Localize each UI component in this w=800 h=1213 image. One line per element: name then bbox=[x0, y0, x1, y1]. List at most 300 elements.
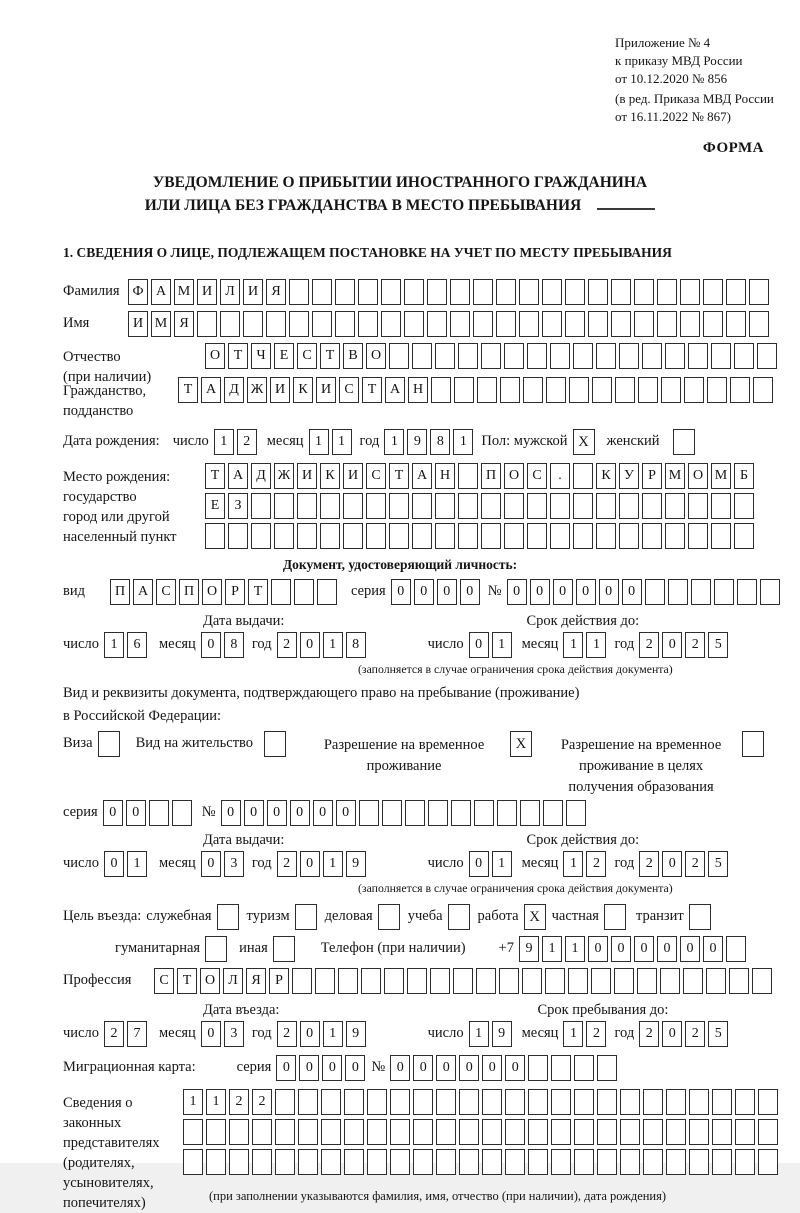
char-cell[interactable]: 0 bbox=[201, 851, 221, 877]
representatives-row2[interactable] bbox=[183, 1119, 778, 1145]
char-cell[interactable] bbox=[683, 968, 703, 994]
male-checkbox[interactable]: X bbox=[573, 429, 595, 455]
char-cell[interactable] bbox=[389, 523, 409, 549]
char-cell[interactable]: 0 bbox=[276, 1055, 296, 1081]
char-cell[interactable] bbox=[297, 493, 317, 519]
char-cell[interactable] bbox=[688, 523, 708, 549]
char-cell[interactable] bbox=[734, 493, 754, 519]
char-cell[interactable]: Т bbox=[362, 377, 382, 403]
char-cell[interactable] bbox=[297, 523, 317, 549]
female-checkbox[interactable] bbox=[673, 429, 695, 455]
char-cell[interactable] bbox=[405, 800, 425, 826]
char-cell[interactable] bbox=[271, 579, 291, 605]
char-cell[interactable]: 3 bbox=[224, 851, 244, 877]
char-cell[interactable] bbox=[645, 579, 665, 605]
char-cell[interactable] bbox=[413, 1149, 433, 1175]
char-cell[interactable] bbox=[551, 1119, 571, 1145]
char-cell[interactable] bbox=[711, 343, 731, 369]
char-cell[interactable]: Р bbox=[642, 463, 662, 489]
char-cell[interactable] bbox=[757, 343, 777, 369]
char-cell[interactable] bbox=[666, 1119, 686, 1145]
residence-series-cells[interactable] bbox=[103, 800, 192, 826]
visa-checkbox[interactable] bbox=[98, 731, 120, 757]
char-cell[interactable]: 1 bbox=[384, 429, 404, 455]
representatives-row3[interactable] bbox=[183, 1149, 778, 1175]
char-cell[interactable] bbox=[505, 1149, 525, 1175]
char-cell[interactable] bbox=[729, 968, 749, 994]
char-cell[interactable] bbox=[597, 1119, 617, 1145]
char-cell[interactable]: 0 bbox=[300, 1021, 320, 1047]
char-cell[interactable] bbox=[591, 968, 611, 994]
char-cell[interactable] bbox=[615, 377, 635, 403]
residence-issue-month[interactable] bbox=[201, 851, 244, 877]
char-cell[interactable] bbox=[389, 493, 409, 519]
char-cell[interactable]: 0 bbox=[553, 579, 573, 605]
char-cell[interactable] bbox=[550, 493, 570, 519]
char-cell[interactable] bbox=[229, 1119, 249, 1145]
char-cell[interactable] bbox=[298, 1119, 318, 1145]
char-cell[interactable] bbox=[321, 1119, 341, 1145]
char-cell[interactable]: 0 bbox=[622, 579, 642, 605]
phone-cells[interactable] bbox=[519, 936, 746, 962]
char-cell[interactable]: 2 bbox=[685, 632, 705, 658]
char-cell[interactable]: Р bbox=[225, 579, 245, 605]
char-cell[interactable] bbox=[758, 1089, 778, 1115]
char-cell[interactable] bbox=[476, 968, 496, 994]
residence-valid-month[interactable] bbox=[563, 851, 606, 877]
char-cell[interactable] bbox=[712, 1149, 732, 1175]
char-cell[interactable] bbox=[298, 1149, 318, 1175]
char-cell[interactable]: 5 bbox=[708, 632, 728, 658]
birth-day-cells[interactable] bbox=[214, 429, 257, 455]
char-cell[interactable]: М bbox=[151, 311, 171, 337]
char-cell[interactable] bbox=[668, 579, 688, 605]
char-cell[interactable] bbox=[711, 523, 731, 549]
char-cell[interactable] bbox=[688, 343, 708, 369]
char-cell[interactable]: 0 bbox=[390, 1055, 410, 1081]
char-cell[interactable]: 0 bbox=[201, 1021, 221, 1047]
char-cell[interactable] bbox=[643, 1089, 663, 1115]
char-cell[interactable] bbox=[473, 279, 493, 305]
citizenship-cells[interactable] bbox=[178, 377, 773, 403]
char-cell[interactable]: 0 bbox=[104, 851, 124, 877]
char-cell[interactable]: 0 bbox=[576, 579, 596, 605]
char-cell[interactable] bbox=[335, 279, 355, 305]
char-cell[interactable] bbox=[543, 800, 563, 826]
residence-valid-day[interactable] bbox=[469, 851, 512, 877]
char-cell[interactable] bbox=[551, 1055, 571, 1081]
char-cell[interactable] bbox=[366, 523, 386, 549]
char-cell[interactable]: 0 bbox=[300, 851, 320, 877]
purpose-tourism-checkbox[interactable] bbox=[295, 904, 317, 930]
residence-permit-checkbox[interactable] bbox=[264, 731, 286, 757]
char-cell[interactable] bbox=[611, 279, 631, 305]
char-cell[interactable]: 2 bbox=[586, 1021, 606, 1047]
char-cell[interactable] bbox=[435, 493, 455, 519]
char-cell[interactable]: Р bbox=[269, 968, 289, 994]
char-cell[interactable] bbox=[481, 523, 501, 549]
char-cell[interactable] bbox=[527, 493, 547, 519]
char-cell[interactable] bbox=[550, 343, 570, 369]
char-cell[interactable]: 0 bbox=[680, 936, 700, 962]
char-cell[interactable]: И bbox=[128, 311, 148, 337]
char-cell[interactable] bbox=[573, 493, 593, 519]
char-cell[interactable] bbox=[568, 968, 588, 994]
char-cell[interactable] bbox=[638, 377, 658, 403]
char-cell[interactable]: И bbox=[270, 377, 290, 403]
char-cell[interactable]: 1 bbox=[565, 936, 585, 962]
char-cell[interactable]: 1 bbox=[323, 1021, 343, 1047]
char-cell[interactable] bbox=[726, 279, 746, 305]
char-cell[interactable] bbox=[497, 800, 517, 826]
char-cell[interactable] bbox=[527, 523, 547, 549]
char-cell[interactable]: Т bbox=[178, 377, 198, 403]
char-cell[interactable] bbox=[505, 1119, 525, 1145]
char-cell[interactable] bbox=[183, 1149, 203, 1175]
char-cell[interactable] bbox=[505, 1089, 525, 1115]
char-cell[interactable]: Т bbox=[389, 463, 409, 489]
char-cell[interactable] bbox=[390, 1149, 410, 1175]
birth-place-row3[interactable] bbox=[205, 523, 754, 549]
representatives-row1[interactable] bbox=[183, 1089, 778, 1115]
char-cell[interactable]: И bbox=[197, 279, 217, 305]
char-cell[interactable] bbox=[407, 968, 427, 994]
char-cell[interactable] bbox=[753, 377, 773, 403]
char-cell[interactable]: Т bbox=[205, 463, 225, 489]
char-cell[interactable]: 0 bbox=[611, 936, 631, 962]
char-cell[interactable]: О bbox=[200, 968, 220, 994]
char-cell[interactable] bbox=[206, 1119, 226, 1145]
char-cell[interactable] bbox=[458, 493, 478, 519]
char-cell[interactable] bbox=[149, 800, 169, 826]
doc-valid-day[interactable] bbox=[469, 632, 512, 658]
char-cell[interactable]: 0 bbox=[244, 800, 264, 826]
char-cell[interactable]: О bbox=[366, 343, 386, 369]
char-cell[interactable] bbox=[183, 1119, 203, 1145]
doc-kind-cells[interactable] bbox=[110, 579, 337, 605]
char-cell[interactable]: 2 bbox=[237, 429, 257, 455]
char-cell[interactable] bbox=[459, 1089, 479, 1115]
char-cell[interactable]: 0 bbox=[588, 936, 608, 962]
purpose-work-checkbox[interactable]: X bbox=[524, 904, 546, 930]
char-cell[interactable]: Ч bbox=[251, 343, 271, 369]
char-cell[interactable]: О bbox=[504, 463, 524, 489]
char-cell[interactable] bbox=[252, 1119, 272, 1145]
char-cell[interactable]: 5 bbox=[708, 1021, 728, 1047]
char-cell[interactable]: 2 bbox=[277, 1021, 297, 1047]
purpose-business-checkbox[interactable] bbox=[378, 904, 400, 930]
char-cell[interactable] bbox=[317, 579, 337, 605]
char-cell[interactable] bbox=[381, 311, 401, 337]
char-cell[interactable] bbox=[266, 311, 286, 337]
char-cell[interactable]: Д bbox=[224, 377, 244, 403]
char-cell[interactable] bbox=[551, 1149, 571, 1175]
purpose-official-checkbox[interactable] bbox=[217, 904, 239, 930]
char-cell[interactable]: 0 bbox=[634, 936, 654, 962]
char-cell[interactable] bbox=[504, 523, 524, 549]
char-cell[interactable]: А bbox=[151, 279, 171, 305]
char-cell[interactable]: 8 bbox=[346, 632, 366, 658]
char-cell[interactable] bbox=[251, 493, 271, 519]
char-cell[interactable] bbox=[289, 279, 309, 305]
char-cell[interactable] bbox=[714, 579, 734, 605]
char-cell[interactable] bbox=[458, 463, 478, 489]
char-cell[interactable] bbox=[321, 1149, 341, 1175]
char-cell[interactable] bbox=[459, 1119, 479, 1145]
char-cell[interactable] bbox=[412, 493, 432, 519]
char-cell[interactable]: Ж bbox=[274, 463, 294, 489]
char-cell[interactable] bbox=[358, 311, 378, 337]
birth-place-row2[interactable] bbox=[205, 493, 754, 519]
residence-valid-year[interactable] bbox=[639, 851, 728, 877]
char-cell[interactable]: И bbox=[297, 463, 317, 489]
char-cell[interactable] bbox=[691, 579, 711, 605]
char-cell[interactable] bbox=[528, 1055, 548, 1081]
char-cell[interactable] bbox=[528, 1149, 548, 1175]
surname-cells[interactable] bbox=[128, 279, 769, 305]
char-cell[interactable]: С bbox=[527, 463, 547, 489]
char-cell[interactable]: Л bbox=[223, 968, 243, 994]
char-cell[interactable]: 0 bbox=[313, 800, 333, 826]
char-cell[interactable] bbox=[760, 579, 780, 605]
char-cell[interactable]: 0 bbox=[482, 1055, 502, 1081]
char-cell[interactable] bbox=[367, 1089, 387, 1115]
char-cell[interactable] bbox=[657, 311, 677, 337]
patronymic-cells[interactable] bbox=[205, 343, 777, 369]
char-cell[interactable] bbox=[565, 279, 585, 305]
char-cell[interactable] bbox=[454, 377, 474, 403]
char-cell[interactable] bbox=[251, 523, 271, 549]
doc-valid-year[interactable] bbox=[639, 632, 728, 658]
char-cell[interactable] bbox=[620, 1119, 640, 1145]
char-cell[interactable] bbox=[344, 1149, 364, 1175]
char-cell[interactable] bbox=[519, 279, 539, 305]
char-cell[interactable]: С bbox=[297, 343, 317, 369]
char-cell[interactable] bbox=[412, 523, 432, 549]
char-cell[interactable]: Я bbox=[174, 311, 194, 337]
char-cell[interactable] bbox=[275, 1089, 295, 1115]
char-cell[interactable]: 1 bbox=[469, 1021, 489, 1047]
char-cell[interactable]: 1 bbox=[586, 632, 606, 658]
char-cell[interactable]: 1 bbox=[323, 632, 343, 658]
char-cell[interactable]: К bbox=[596, 463, 616, 489]
char-cell[interactable] bbox=[574, 1089, 594, 1115]
char-cell[interactable] bbox=[275, 1119, 295, 1145]
char-cell[interactable]: 2 bbox=[229, 1089, 249, 1115]
char-cell[interactable] bbox=[450, 279, 470, 305]
char-cell[interactable] bbox=[660, 968, 680, 994]
char-cell[interactable] bbox=[597, 1089, 617, 1115]
char-cell[interactable] bbox=[666, 1149, 686, 1175]
char-cell[interactable] bbox=[522, 968, 542, 994]
char-cell[interactable] bbox=[404, 279, 424, 305]
char-cell[interactable]: Ф bbox=[128, 279, 148, 305]
char-cell[interactable] bbox=[427, 279, 447, 305]
char-cell[interactable] bbox=[315, 968, 335, 994]
migration-series-cells[interactable] bbox=[276, 1055, 365, 1081]
char-cell[interactable] bbox=[597, 1149, 617, 1175]
char-cell[interactable] bbox=[574, 1149, 594, 1175]
char-cell[interactable]: А bbox=[228, 463, 248, 489]
char-cell[interactable] bbox=[573, 343, 593, 369]
char-cell[interactable]: Ж bbox=[247, 377, 267, 403]
temp-residence-checkbox[interactable]: X bbox=[510, 731, 532, 757]
char-cell[interactable] bbox=[619, 493, 639, 519]
char-cell[interactable] bbox=[657, 279, 677, 305]
char-cell[interactable] bbox=[228, 523, 248, 549]
char-cell[interactable]: Т bbox=[228, 343, 248, 369]
doc-issue-month[interactable] bbox=[201, 632, 244, 658]
char-cell[interactable]: 0 bbox=[267, 800, 287, 826]
char-cell[interactable] bbox=[206, 1149, 226, 1175]
char-cell[interactable]: 8 bbox=[224, 632, 244, 658]
char-cell[interactable] bbox=[404, 311, 424, 337]
char-cell[interactable] bbox=[643, 1119, 663, 1145]
doc-series-cells[interactable] bbox=[391, 579, 480, 605]
char-cell[interactable] bbox=[312, 311, 332, 337]
char-cell[interactable]: 1 bbox=[492, 851, 512, 877]
char-cell[interactable]: 9 bbox=[492, 1021, 512, 1047]
char-cell[interactable]: 1 bbox=[453, 429, 473, 455]
char-cell[interactable] bbox=[197, 311, 217, 337]
char-cell[interactable]: 9 bbox=[407, 429, 427, 455]
char-cell[interactable] bbox=[367, 1149, 387, 1175]
char-cell[interactable]: 0 bbox=[391, 579, 411, 605]
char-cell[interactable] bbox=[320, 493, 340, 519]
char-cell[interactable] bbox=[292, 968, 312, 994]
char-cell[interactable] bbox=[474, 800, 494, 826]
char-cell[interactable] bbox=[289, 311, 309, 337]
char-cell[interactable] bbox=[665, 523, 685, 549]
char-cell[interactable]: У bbox=[619, 463, 639, 489]
char-cell[interactable] bbox=[500, 377, 520, 403]
char-cell[interactable]: 5 bbox=[708, 851, 728, 877]
char-cell[interactable]: А bbox=[133, 579, 153, 605]
char-cell[interactable]: 0 bbox=[300, 632, 320, 658]
char-cell[interactable]: 0 bbox=[459, 1055, 479, 1081]
char-cell[interactable] bbox=[428, 800, 448, 826]
char-cell[interactable] bbox=[735, 1119, 755, 1145]
char-cell[interactable] bbox=[528, 1089, 548, 1115]
char-cell[interactable]: 2 bbox=[104, 1021, 124, 1047]
char-cell[interactable] bbox=[565, 311, 585, 337]
char-cell[interactable] bbox=[546, 377, 566, 403]
char-cell[interactable] bbox=[504, 343, 524, 369]
char-cell[interactable] bbox=[450, 311, 470, 337]
char-cell[interactable]: 0 bbox=[507, 579, 527, 605]
char-cell[interactable]: Н bbox=[435, 463, 455, 489]
char-cell[interactable] bbox=[735, 1089, 755, 1115]
char-cell[interactable] bbox=[413, 1089, 433, 1115]
char-cell[interactable]: М bbox=[174, 279, 194, 305]
char-cell[interactable]: А bbox=[385, 377, 405, 403]
char-cell[interactable] bbox=[473, 311, 493, 337]
char-cell[interactable]: 2 bbox=[277, 851, 297, 877]
char-cell[interactable]: 0 bbox=[530, 579, 550, 605]
char-cell[interactable] bbox=[499, 968, 519, 994]
char-cell[interactable]: Я bbox=[246, 968, 266, 994]
char-cell[interactable] bbox=[642, 493, 662, 519]
char-cell[interactable] bbox=[749, 279, 769, 305]
char-cell[interactable]: В bbox=[343, 343, 363, 369]
char-cell[interactable] bbox=[496, 311, 516, 337]
char-cell[interactable]: 0 bbox=[662, 851, 682, 877]
char-cell[interactable]: 6 bbox=[127, 632, 147, 658]
char-cell[interactable] bbox=[734, 523, 754, 549]
char-cell[interactable]: 1 bbox=[542, 936, 562, 962]
char-cell[interactable] bbox=[384, 968, 404, 994]
char-cell[interactable] bbox=[703, 311, 723, 337]
char-cell[interactable]: 9 bbox=[346, 851, 366, 877]
char-cell[interactable]: 0 bbox=[662, 1021, 682, 1047]
char-cell[interactable]: 2 bbox=[586, 851, 606, 877]
sheet-number-blank[interactable] bbox=[597, 195, 655, 210]
char-cell[interactable]: С bbox=[366, 463, 386, 489]
char-cell[interactable] bbox=[274, 523, 294, 549]
char-cell[interactable]: 1 bbox=[104, 632, 124, 658]
char-cell[interactable]: Б bbox=[734, 463, 754, 489]
char-cell[interactable] bbox=[435, 343, 455, 369]
char-cell[interactable] bbox=[596, 523, 616, 549]
char-cell[interactable]: С bbox=[154, 968, 174, 994]
char-cell[interactable] bbox=[390, 1119, 410, 1145]
char-cell[interactable] bbox=[430, 968, 450, 994]
char-cell[interactable]: 1 bbox=[323, 851, 343, 877]
char-cell[interactable]: П bbox=[110, 579, 130, 605]
temp-residence-education-checkbox[interactable] bbox=[742, 731, 764, 757]
doc-valid-month[interactable] bbox=[563, 632, 606, 658]
char-cell[interactable]: Е bbox=[205, 493, 225, 519]
char-cell[interactable]: О bbox=[688, 463, 708, 489]
char-cell[interactable] bbox=[574, 1119, 594, 1145]
purpose-humanitarian-checkbox[interactable] bbox=[205, 936, 227, 962]
char-cell[interactable] bbox=[666, 1089, 686, 1115]
char-cell[interactable]: 0 bbox=[436, 1055, 456, 1081]
char-cell[interactable]: 9 bbox=[519, 936, 539, 962]
char-cell[interactable] bbox=[619, 523, 639, 549]
char-cell[interactable] bbox=[298, 1089, 318, 1115]
char-cell[interactable] bbox=[730, 377, 750, 403]
char-cell[interactable]: 2 bbox=[639, 632, 659, 658]
char-cell[interactable] bbox=[688, 493, 708, 519]
char-cell[interactable] bbox=[758, 1119, 778, 1145]
char-cell[interactable] bbox=[684, 377, 704, 403]
char-cell[interactable]: А bbox=[412, 463, 432, 489]
char-cell[interactable]: 0 bbox=[290, 800, 310, 826]
char-cell[interactable] bbox=[359, 800, 379, 826]
char-cell[interactable]: 0 bbox=[103, 800, 123, 826]
char-cell[interactable] bbox=[367, 1119, 387, 1145]
char-cell[interactable]: 0 bbox=[201, 632, 221, 658]
char-cell[interactable] bbox=[614, 968, 634, 994]
purpose-private-checkbox[interactable] bbox=[604, 904, 626, 930]
char-cell[interactable] bbox=[482, 1119, 502, 1145]
char-cell[interactable] bbox=[344, 1089, 364, 1115]
char-cell[interactable] bbox=[427, 311, 447, 337]
char-cell[interactable]: 8 bbox=[430, 429, 450, 455]
char-cell[interactable] bbox=[520, 800, 540, 826]
purpose-other-checkbox[interactable] bbox=[273, 936, 295, 962]
char-cell[interactable]: 0 bbox=[345, 1055, 365, 1081]
char-cell[interactable] bbox=[459, 1149, 479, 1175]
char-cell[interactable] bbox=[596, 343, 616, 369]
char-cell[interactable] bbox=[611, 311, 631, 337]
char-cell[interactable] bbox=[620, 1089, 640, 1115]
char-cell[interactable] bbox=[321, 1089, 341, 1115]
char-cell[interactable] bbox=[551, 1089, 571, 1115]
char-cell[interactable]: 1 bbox=[332, 429, 352, 455]
char-cell[interactable]: К bbox=[293, 377, 313, 403]
